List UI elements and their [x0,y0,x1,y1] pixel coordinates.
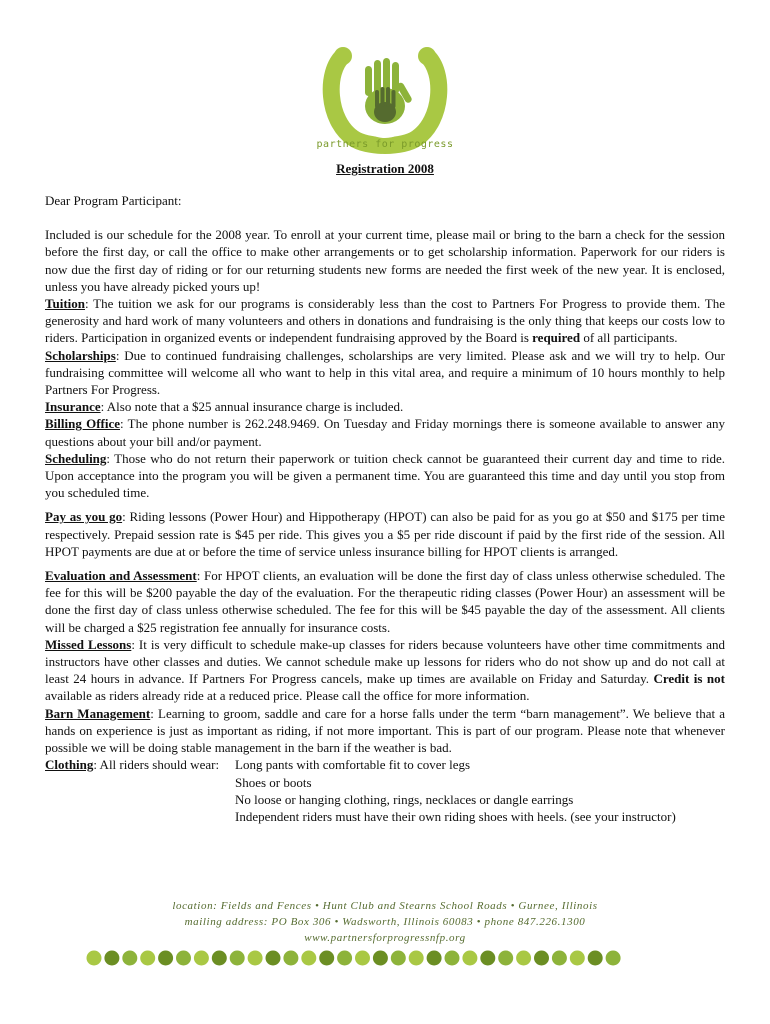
evaluation-section [45,567,725,636]
letter-body [45,192,725,825]
decorative-dot [373,951,388,966]
section-heading: Insurance [45,399,101,415]
greeting: Dear Program Participant: [45,193,182,208]
decorative-dot [176,951,191,966]
decorative-dot [462,951,477,966]
scheduling-section [45,450,725,502]
section-text: : It is very difficult to schedule make-up classes for riders because volunteers have other time commitments and instructors have other classes and duties. We cannot schedule make up lessons for riders who do not show up and do not call at least 24 hours in advance. If Partners For Progress cancels, make up times are available on Friday and Saturday. [45,636,725,687]
decorative-dot [122,951,137,966]
decorative-dot [409,951,424,966]
clothing-section [45,756,725,825]
pay-as-you-go-section [45,508,725,560]
intro-paragraph: Included is our schedule for the 2008 year. To enroll at your current time, please mail or bring to the barn a check for the session before the first day, or call the office to make other arrangements or to get scholarship information. Paperwork for our riders is now due the first day of riding or for our returning students new forms are needed the first week of the new year. It is enclosed, unless you have already picked yours up! [45,227,725,294]
decorative-dot [355,951,370,966]
barn-management-section [45,705,725,757]
decorative-dot [140,951,155,966]
list-item: Shoes or boots [235,774,312,790]
decorative-dot [248,951,263,966]
footer-mailing: mailing address: PO Box 306 • Wadsworth, Illinois 60083 • phone 847.226.1300 [184,916,586,928]
decorative-dot [158,951,173,966]
decorative-dot [570,951,585,966]
section-text: : Learning to groom, saddle and care for a horse falls under the term “barn management”. We believe that a hands on experience is just as important as riding, if not more important. This is part of our program. Please note that whenever possible we will be doing stable management in the barn if the weather is bad. [45,705,725,756]
decorative-dot [337,951,352,966]
decorative-dot [230,951,245,966]
decorative-dot [516,951,531,966]
tuition-section [45,295,725,347]
logo-text: partners for progress [316,139,454,150]
decorative-dot [104,951,119,966]
decorative-dot [301,951,316,966]
section-text: : Riding lessons (Power Hour) and Hippotherapy (HPOT) can also be paid for as you go at $50 and $175 per time respectively. Prepaid session rate is $45 per ride. This gives you a $5 per ride discount if paid by the first ride of the session. All HPOT payments are due at or before the time of service unless insurance billing for HPOT clients is arranged. [45,509,725,559]
section-heading: Billing Office [45,416,121,432]
section-text: of all participants. [580,330,678,346]
section-heading: Scheduling [45,450,107,466]
decorative-dot [534,951,549,966]
missed-lessons-section [45,636,725,705]
section-heading: Barn Management [45,705,151,721]
billing-section [45,415,725,449]
footer-website[interactable]: www.partnersforprogressnfp.org [304,932,466,944]
clothing-list [235,756,676,825]
page-title: Registration 2008 [336,161,434,176]
decorative-dot [283,951,298,966]
section-heading: Clothing [45,757,94,773]
section-heading: Tuition [45,296,85,312]
decorative-dot [87,951,102,966]
decorative-dot [212,951,227,966]
decorative-dot [319,951,334,966]
required-emphasis: required [532,330,581,346]
section-heading: Pay as you go [45,509,123,525]
section-heading: Missed Lessons [45,636,132,652]
section-text: : Due to continued fundraising challenges, scholarships are very limited. Please ask and we will try to help. Our fundraising committee will welcome all who want to help in this vital area, and require a minimum of 10 hours monthly to help Partners For Progress. [45,347,725,398]
section-text: : For HPOT clients, an evaluation will be done the first day of class unless otherwise scheduled. The fee for this will be $200 payable the day of the evaluation. For the therapeutic riding classes (Power Hour) an assessment will be done the first day of class unless otherwise scheduled. The fee for this will be $45 payable the day of the assessment. All clients will be charged a $25 registration fee annually for insurance costs. [45,568,726,635]
decorative-dot [480,951,495,966]
decorative-dots [0,948,770,968]
section-text: available as riders already ride at a reduced price. Please call the office for more information. [45,688,530,704]
decorative-dot [588,951,603,966]
footer-location: location: Fields and Fences • Hunt Club and Stearns School Roads • Gurnee, Illinois [172,900,598,912]
footer [0,898,770,946]
decorative-dot [552,951,567,966]
section-text: : Also note that a $25 annual insurance charge is included. [100,399,404,415]
credit-emphasis: Credit is not [653,671,725,687]
list-item: No loose or hanging clothing, rings, necklaces or dangle earrings [235,791,574,807]
decorative-dot [445,951,460,966]
list-item: Long pants with comfortable fit to cover legs [235,757,471,773]
section-text: : The phone number is 262.248.9469. On Tuesday and Friday mornings there is someone available to answer any questions about your bill and/or payment. [45,416,725,449]
decorative-dot [606,951,621,966]
decorative-dot [427,951,442,966]
decorative-dot [391,951,406,966]
section-heading: Evaluation and Assessment [45,568,197,584]
insurance-section [45,398,725,415]
section-text: : Those who do not return their paperwork or tuition check cannot be guaranteed their current day and time to ride. Upon acceptance into the program you will be given a permanent time. You are guaranteed this time and day until you stop from you scheduled time. [45,450,725,501]
section-heading: Scholarships [45,347,116,363]
scholarships-section [45,347,725,399]
section-text: : The tuition we ask for our programs is considerably less than the cost to Partners For Progress to provide them. The generosity and hard work of many volunteers and others in donations and fundraising is the only thing that keeps our costs low to riders. Participation in organized events or independent fundraising approved by the Board is [45,296,725,346]
list-item: Independent riders must have their own riding shoes with heels. (see your instructor) [235,808,676,824]
section-text: : All riders should wear: [93,757,220,773]
decorative-dot [194,951,209,966]
decorative-dot [266,951,281,966]
clothing-label [45,756,235,825]
decorative-dot [498,951,513,966]
